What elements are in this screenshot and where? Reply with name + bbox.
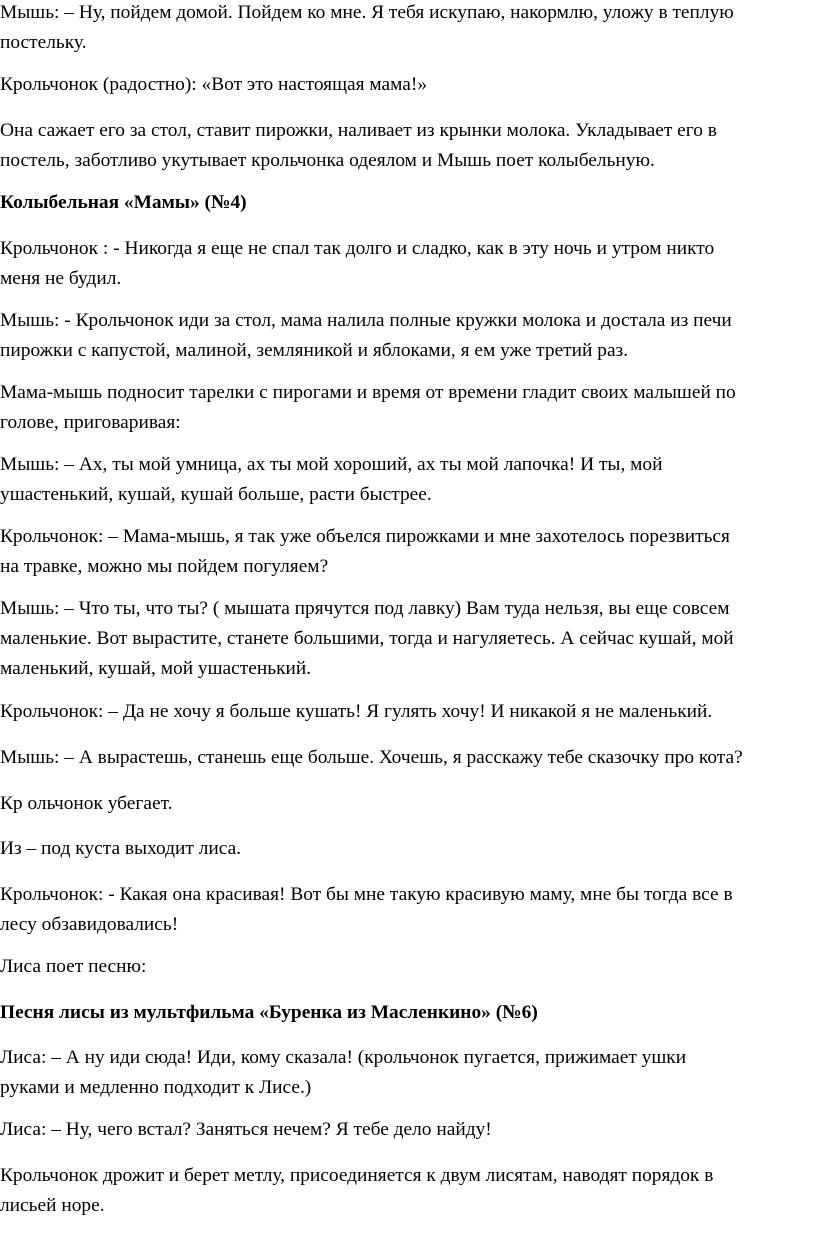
paragraph-mouse-praise <box>0 450 816 510</box>
paragraph-mouse-invites-home <box>0 0 816 58</box>
text-line: Мышь: – А вырастешь, станешь еще больше. Хочешь, я расскажу тебе сказочку про кота? <box>0 747 743 768</box>
text-line: на травке, можно мы пойдем погуляем? <box>0 556 329 577</box>
text-line: Крольчонок: – Мама-мышь, я так уже объелся пирожками и мне захотелось порезвиться <box>0 526 730 547</box>
text-line: Мышь: – Ах, ты мой умница, ах ты мой хороший, ах ты мой лапочка! И ты, мой <box>0 454 663 475</box>
text-line: Крольчонок : - Никогда я еще не спал так долго и сладко, как в эту ночь и утром никто <box>0 238 715 259</box>
paragraph-fox-sings <box>0 952 816 982</box>
text-line: руками и медленно подходит к Лисе.) <box>0 1077 312 1098</box>
text-line: пирожки с капустой, малиной, земляникой и яблоками, я ем уже третий раз. <box>0 340 629 361</box>
heading-line: Колыбельная «Мамы» (№4) <box>0 192 247 213</box>
text-line: Лиса поет песню: <box>0 956 147 977</box>
text-line: ушастенький, кушай, кушай больше, расти быстрее. <box>0 484 432 505</box>
paragraph-bunny-admires-fox <box>0 880 816 940</box>
paragraph-fox-orders <box>0 1115 816 1145</box>
text-line: постель, заботливо укутывает крольчонка одеялом и Мышь поет колыбельную. <box>0 150 655 171</box>
text-line: лисьей норе. <box>0 1195 105 1216</box>
paragraph-mouse-breakfast <box>0 306 816 366</box>
song-heading-lullaby <box>0 188 816 218</box>
text-line: Мама-мышь подносит тарелки с пирогами и время от времени гладит своих малышей по <box>0 382 736 403</box>
paragraph-bunny-slept <box>0 234 816 294</box>
text-line: Крольчонок дрожит и берет метлу, присоединяется к двум лисятам, наводят порядок в <box>0 1165 714 1186</box>
paragraph-bunny-runs <box>0 789 816 819</box>
text-line: Из – под куста выходит лиса. <box>0 838 242 859</box>
song-heading-fox <box>0 998 816 1028</box>
text-line: Крольчонок: - Какая она красивая! Вот бы мне такую красивую маму, мне бы тогда все в <box>0 884 733 905</box>
text-line: Кр ольчонок убегает. <box>0 793 173 814</box>
text-line: маленькие. Вот вырастите, станете большими, тогда и нагуляетесь. А сейчас кушай, мой <box>0 628 734 649</box>
text-line: постельку. <box>0 32 87 53</box>
paragraph-stage-direction-table <box>0 116 816 176</box>
text-line: Мышь: - Крольчонок иди за стол, мама налила полные кружки молока и достала из печи <box>0 310 732 331</box>
text-line: Мышь: – Что ты, что ты? ( мышата прячутся под лавку) Вам туда нельзя, вы еще совсем <box>0 598 730 619</box>
paragraph-bunny-joyful <box>0 70 816 100</box>
text-line: Лиса: – Ну, чего встал? Заняться нечем? Я тебе дело найду! <box>0 1119 492 1140</box>
text-line: голове, приговаривая: <box>0 412 181 433</box>
text-line: Мышь: – Ну, пойдем домой. Пойдем ко мне. Я тебя искупаю, накормлю, уложу в теплую <box>0 2 734 23</box>
text-line: Лиса: – А ну иди сюда! Иди, кому сказала! (крольчонок пугается, прижимает ушки <box>0 1047 687 1068</box>
paragraph-mother-mouse-pies <box>0 378 816 438</box>
text-line: лесу обзавидовались! <box>0 914 179 935</box>
text-line: меня не будил. <box>0 268 122 289</box>
paragraph-mouse-forbids <box>0 594 816 684</box>
paragraph-mouse-story-offer <box>0 743 816 773</box>
text-line: Она сажает его за стол, ставит пирожки, наливает из крынки молока. Укладывает его в <box>0 120 717 141</box>
text-line: маленький, кушай, мой ушастенький. <box>0 658 312 679</box>
text-line: Крольчонок (радостно): «Вот это настоящая мама!» <box>0 74 428 95</box>
paragraph-fox-calls <box>0 1043 816 1103</box>
paragraph-bunny-refuses <box>0 697 816 727</box>
paragraph-bunny-wants-walk <box>0 522 816 582</box>
paragraph-fox-appears <box>0 834 816 864</box>
text-line: Крольчонок: – Да не хочу я больше кушать! Я гулять хочу! И никакой я не маленький. <box>0 701 713 722</box>
paragraph-bunny-sweeps <box>0 1161 816 1221</box>
heading-line: Песня лисы из мультфильма «Буренка из Масленкино» (№6) <box>0 1002 538 1023</box>
